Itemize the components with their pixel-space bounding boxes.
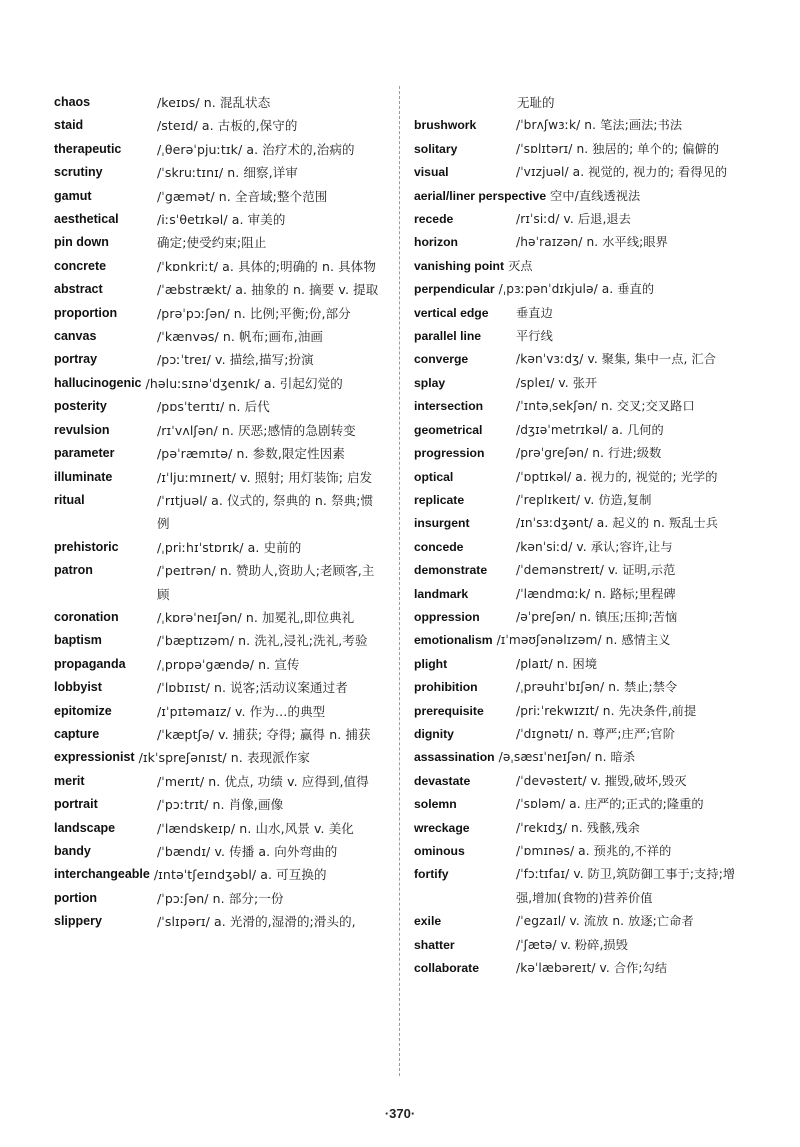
vocab-entry: [54, 840, 384, 863]
headword: prohibition: [414, 680, 478, 695]
vocab-entry: [414, 629, 750, 652]
definition: /pɔːˈtreɪ/ v. 描绘,描写;扮演: [157, 352, 314, 368]
definition: /ˈgæmət/ n. 全音域;整个范围: [157, 188, 328, 204]
vocab-entry: [54, 419, 384, 442]
vocab-entry: [54, 723, 384, 746]
definition: 平行线: [516, 329, 553, 344]
vocab-entry: [414, 910, 750, 933]
vocab-entry: [414, 653, 750, 676]
vocab-entry: [54, 325, 384, 348]
definition: /steɪd/ a. 古板的,保守的: [157, 118, 298, 134]
headword: lobbyist: [54, 680, 102, 695]
definition: 垂直边: [516, 305, 553, 320]
headword: converge: [414, 352, 469, 367]
vocab-entry: [54, 536, 384, 559]
definition: /ˌkɒrəˈneɪʃən/ n. 加冕礼,即位典礼: [157, 609, 355, 625]
headword: vertical edge: [414, 305, 489, 320]
vocab-entry: [414, 700, 750, 723]
headword: shatter: [414, 937, 455, 952]
headword: gamut: [54, 188, 92, 203]
headword: vanishing point: [414, 258, 505, 273]
definition: 空中/直线透视法: [550, 188, 641, 203]
headword: expressionist: [54, 750, 135, 765]
vocab-entry: [54, 208, 384, 231]
definition: /priːˈrekwɪzɪt/ n. 先决条件,前提: [516, 703, 697, 718]
definition: /ˈkænvəs/ n. 帆布;画布,油画: [157, 329, 324, 345]
vocab-entry: [54, 489, 384, 536]
definition: /əˌsæsɪˈneɪʃən/ n. 暗杀: [498, 750, 636, 765]
definition: /ˈpɔːtrɪt/ n. 肖像,画像: [157, 797, 284, 813]
definition: /ˈlɒbɪɪst/ n. 说客;活动议案通过者: [157, 680, 348, 696]
headword: oppression: [414, 609, 480, 624]
headword: insurgent: [414, 516, 470, 531]
headword: dignity: [414, 726, 454, 741]
definition: /ˈbæptɪzəm/ n. 洗礼,浸礼;洗礼,考验: [157, 633, 368, 649]
definition: /ɪˈməʊʃənəlɪzəm/ n. 感情主义: [496, 633, 671, 648]
definition: /ˈʃætə/ v. 粉碎,损毁: [516, 937, 629, 952]
headword: baptism: [54, 633, 102, 648]
vocab-entry: [54, 863, 384, 886]
vocab-entry: [414, 676, 750, 699]
vocab-entry: [414, 395, 750, 418]
vocab-entry: [414, 138, 750, 161]
vocab-entry: [414, 255, 750, 278]
definition: /ˈfɔːtɪfaɪ/ v. 防卫,筑防御工事于;支持;增强,增加(食物的)营养价值: [516, 867, 736, 905]
vocab-entry: [54, 91, 384, 114]
headword: portray: [54, 352, 98, 367]
definition: /ˌθerəˈpjuːtɪk/ a. 治疗术的,治病的: [157, 141, 355, 157]
definition: /ɪkˈspreʃənɪst/ n. 表现派作家: [138, 750, 310, 766]
vocab-entry: [54, 653, 384, 676]
headword: bandy: [54, 844, 91, 858]
vocab-entry: [54, 161, 384, 184]
headword: patron: [54, 563, 93, 578]
vocab-entry: [414, 606, 750, 629]
headword: epitomize: [54, 703, 112, 718]
vocab-entry: [414, 348, 750, 371]
vocab-entry: [414, 583, 750, 606]
definition: /ˈdɪgnətɪ/ n. 尊严;庄严;官阶: [516, 726, 675, 741]
headword: landmark: [414, 586, 469, 601]
definition: /ˌprəuhɪˈbɪʃən/ n. 禁止;禁令: [516, 680, 678, 695]
headword: visual: [414, 165, 449, 180]
definition: /ˈsɒlɪtərɪ/ n. 独居的; 单个的; 偏僻的: [516, 141, 720, 156]
definition: /ˈɒptɪkəl/ a. 视力的, 视觉的; 光学的: [516, 469, 718, 484]
vocab-entry: [54, 559, 384, 606]
headword: staid: [54, 118, 84, 133]
definition: /plaɪt/ n. 困境: [516, 656, 598, 671]
headword: plight: [414, 656, 448, 671]
headword: pin down: [54, 235, 109, 250]
headword: wreckage: [414, 820, 470, 835]
vocab-entry: [54, 185, 384, 208]
vocab-entry: [414, 957, 750, 980]
headword: exile: [414, 914, 442, 929]
vocab-entry: [414, 840, 750, 863]
vocab-entry: [414, 536, 750, 559]
vocab-entry: [54, 606, 384, 629]
vocab-entry: [54, 676, 384, 699]
definition: /həˈraɪzən/ n. 水平线;眼界: [516, 235, 668, 250]
headword: chaos: [54, 95, 91, 109]
vocab-entry: [54, 348, 384, 371]
definition: /pəˈræmɪtə/ n. 参数,限定性因素: [157, 446, 345, 462]
definition: /keɪɒs/ n. 混乱状态: [157, 95, 271, 110]
definition: /ˈkæptʃə/ v. 捕获; 夺得; 赢得 n. 捕获: [157, 726, 371, 742]
vocab-entry: [54, 793, 384, 816]
vocab-entry: [54, 231, 384, 254]
definition: /kənˈvɜːdʒ/ v. 聚集, 集中一点, 汇合: [516, 352, 717, 367]
definition: /ˈslɪpərɪ/ a. 光滑的,湿滑的;滑头的,: [157, 914, 356, 930]
headword: brushwork: [414, 118, 477, 133]
definition: /ˌprɒpəˈgændə/ n. 宣传: [157, 656, 300, 672]
page-number: ·370·: [384, 1106, 416, 1121]
headword: portrait: [54, 797, 98, 812]
definition: /ˈbændɪ/ v. 传播 a. 向外弯曲的: [157, 844, 338, 859]
definition: /spleɪ/ v. 张开: [516, 375, 598, 390]
vocab-entry: [54, 302, 384, 325]
column-divider: [399, 86, 400, 1076]
vocab-entry: [54, 138, 384, 161]
vocab-entry: [54, 255, 384, 278]
definition: /ˌpɜːpənˈdɪkjulə/ a. 垂直的: [498, 282, 655, 297]
vocab-entry: [54, 910, 384, 933]
definition: /kənˈsiːd/ v. 承认;容许,让与: [516, 539, 673, 554]
headword: optical: [414, 469, 454, 484]
headword: intersection: [414, 399, 484, 414]
vocab-entry: [54, 372, 384, 395]
vocab-entry: [414, 325, 750, 348]
vocab-entry: [414, 161, 750, 184]
headword: slippery: [54, 914, 102, 929]
vocab-entry: [414, 934, 750, 957]
vocab-entry: [54, 770, 384, 793]
definition: /ˈvɪzjuəl/ a. 视觉的, 视力的; 看得见的: [516, 165, 728, 180]
headword: coronation: [54, 609, 119, 624]
headword: recede: [414, 212, 454, 227]
vocab-entry: [414, 185, 750, 208]
headword: parameter: [54, 446, 115, 461]
definition: /ɪnˈsɜːdʒənt/ a. 起义的 n. 叛乱士兵: [516, 516, 719, 531]
definition: /ˈlændmɑːk/ n. 路标;里程碑: [516, 586, 676, 601]
definition: /ˈrɪtjuəl/ a. 仪式的, 祭典的 n. 祭典;惯例: [157, 492, 374, 532]
vocab-entry: [54, 278, 384, 301]
vocab-entry: [414, 559, 750, 582]
vocab-entry: [414, 372, 750, 395]
headword: landscape: [54, 820, 116, 835]
vocab-entry: [54, 629, 384, 652]
definition: /pɒsˈterɪtɪ/ n. 后代: [157, 399, 270, 415]
definition: /ˈɒmɪnəs/ a. 预兆的,不祥的: [516, 844, 672, 858]
definition: /prəˈgreʃən/ n. 行进;级数: [516, 446, 662, 461]
headword: scrutiny: [54, 165, 103, 180]
definition: 灭点: [508, 258, 533, 273]
headword: illuminate: [54, 469, 113, 484]
vocab-entry: [54, 746, 384, 769]
headword: abstract: [54, 282, 103, 297]
headword: ritual: [54, 492, 85, 507]
definition: /ˈegzaɪl/ v. 流放 n. 放逐;亡命者: [516, 914, 694, 929]
definition: /prəˈpɔːʃən/ n. 比例;平衡;份,部分: [157, 305, 351, 321]
vocab-entry: [414, 489, 750, 512]
definition: /ˈlændskeɪp/ n. 山水,风景 v. 美化: [157, 820, 354, 836]
definition: /ˈdemənstreɪt/ v. 证明,示范: [516, 563, 676, 578]
vocab-entry: [414, 793, 750, 816]
definition: /ˈreplɪkeɪt/ v. 仿造,复制: [516, 492, 652, 507]
vocab-entry: [414, 231, 750, 254]
vocab-entry: [414, 208, 750, 231]
headword: emotionalism: [414, 633, 493, 648]
headword: horizon: [414, 235, 459, 250]
headword: propaganda: [54, 656, 126, 671]
vocab-entry: [414, 817, 750, 840]
vocab-entry: [54, 817, 384, 840]
carryover-text: 无耻的: [517, 95, 555, 110]
headword: parallel line: [414, 329, 482, 344]
definition: /kəˈlæbəreɪt/ v. 合作;勾结: [516, 961, 668, 976]
definition: /ˈrekɪdʒ/ n. 残骸,残余: [516, 820, 640, 835]
headword: posterity: [54, 399, 107, 414]
definition: /ˈkɒnkriːt/ a. 具体的;明确的 n. 具体物: [157, 258, 376, 274]
headword: splay: [414, 375, 446, 390]
vocab-entry: [54, 887, 384, 910]
headword: progression: [414, 446, 485, 461]
definition: 确定;使受约束;阻止: [157, 235, 267, 251]
headword: merit: [54, 773, 85, 788]
vocab-entry: [414, 466, 750, 489]
vocab-entry: [414, 114, 750, 137]
headword: replicate: [414, 492, 465, 507]
definition: /ɪˈpɪtəmaɪz/ v. 作为…的典型: [157, 703, 326, 719]
definition: /rɪˈsiːd/ v. 后退,退去: [516, 212, 631, 227]
headword: devastate: [414, 773, 471, 788]
definition: /ˈpɔːʃən/ n. 部分;一份: [157, 890, 284, 906]
headword: solitary: [414, 141, 458, 156]
headword: revulsion: [54, 422, 110, 437]
vocab-entry: [54, 700, 384, 723]
vocab-entry: [54, 114, 384, 137]
headword: fortify: [414, 867, 449, 882]
vocab-entry: [414, 302, 750, 325]
definition: /həluːsɪnəˈdʒenɪk/ a. 引起幻觉的: [145, 375, 343, 391]
definition: /iːsˈθetɪkəl/ a. 审美的: [157, 212, 286, 228]
headword: concrete: [54, 258, 107, 273]
headword: ominous: [414, 844, 465, 858]
headword: demonstrate: [414, 563, 488, 578]
headword: aerial/liner perspective: [414, 188, 547, 203]
definition: /ˈbrʌʃwɜːk/ n. 笔法;画法;书法: [516, 118, 683, 133]
headword: hallucinogenic: [54, 375, 142, 390]
vocab-entry: [414, 419, 750, 442]
vocab-entry: [54, 466, 384, 489]
headword: concede: [414, 539, 464, 554]
headword: capture: [54, 726, 100, 741]
vocab-entry: [414, 723, 750, 746]
definition: /ɪntəˈtʃeɪndʒəbl/ a. 可互换的: [153, 867, 327, 883]
definition: /ˌpriːhɪˈstɒrɪk/ a. 史前的: [157, 539, 302, 555]
definition: /əˈpreʃən/ n. 镇压;压抑;苦恼: [516, 609, 678, 624]
headword: interchangeable: [54, 867, 150, 882]
headword: therapeutic: [54, 141, 122, 156]
vocab-entry: [414, 770, 750, 793]
vocab-entry: [414, 512, 750, 535]
definition: /ˈmerɪt/ n. 优点, 功绩 v. 应得到,值得: [157, 773, 369, 789]
vocab-entry: [414, 746, 750, 769]
headword: prerequisite: [414, 703, 484, 718]
definition: /ˈskruːtɪnɪ/ n. 细察,详审: [157, 165, 298, 181]
definition: /ˈɪntəˌsekʃən/ n. 交叉;交叉路口: [516, 399, 695, 414]
headword: geometrical: [414, 422, 483, 437]
vocab-entry: [414, 442, 750, 465]
headword: perpendicular: [414, 282, 495, 297]
definition: /rɪˈvʌlʃən/ n. 厌恶;感情的急剧转变: [157, 422, 356, 438]
headword: collaborate: [414, 961, 480, 976]
headword: solemn: [414, 797, 457, 812]
definition: /ˈpeɪtrən/ n. 赞助人,资助人;老顾客,主顾: [157, 563, 375, 602]
definition: /ˈæbstrækt/ a. 抽象的 n. 摘要 v. 提取: [157, 282, 379, 298]
headword: canvas: [54, 329, 97, 344]
headword: proportion: [54, 305, 118, 320]
vocab-entry: [54, 442, 384, 465]
definition: /ˈdevəsteɪt/ v. 摧毁,破坏,毁灭: [516, 773, 687, 788]
definition: /ɪˈljuːmɪneɪt/ v. 照射; 用灯装饰; 启发: [157, 469, 373, 485]
vocab-entry: [414, 278, 750, 301]
definition: /ˈsɒləm/ a. 庄严的;正式的;隆重的: [516, 797, 704, 812]
headword: aesthetical: [54, 212, 119, 227]
vocab-entry: [54, 395, 384, 418]
headword: assassination: [414, 750, 495, 765]
left-column: [54, 91, 384, 934]
headword: prehistoric: [54, 539, 119, 554]
vocab-entry: [414, 863, 750, 910]
definition: /dʒɪəˈmetrɪkəl/ a. 几何的: [516, 422, 664, 437]
right-column: [414, 91, 750, 980]
headword: portion: [54, 890, 98, 905]
